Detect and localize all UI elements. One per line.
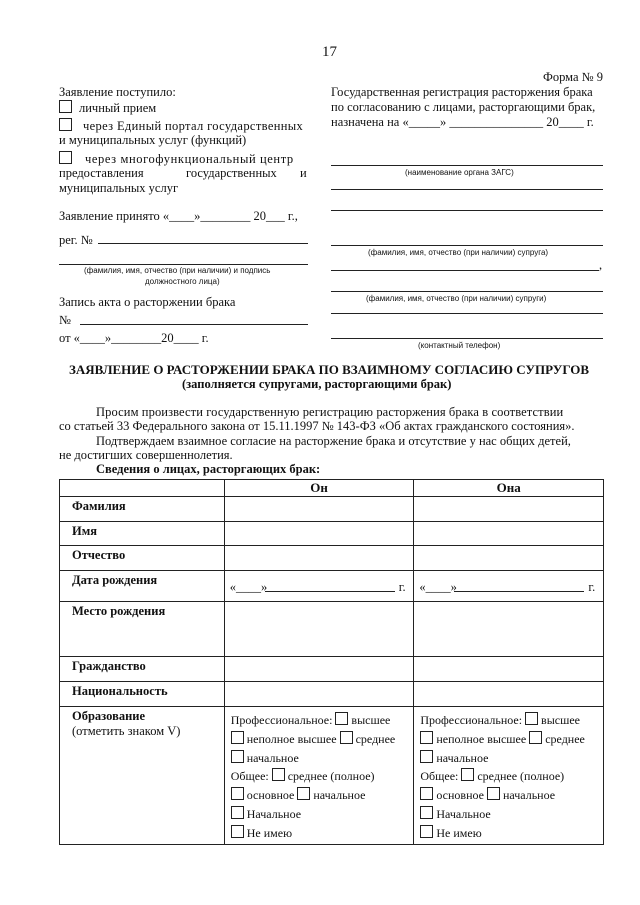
he-surname-cell[interactable] xyxy=(224,497,414,522)
act-record-label: Запись акта о расторжении брака xyxy=(59,295,236,309)
form-title: ЗАЯВЛЕНИЕ О РАСТОРЖЕНИИ БРАКА ПО ВЗАИМНОМУ СОГЛАСИЮ СУПРУГОВ xyxy=(69,362,590,377)
phone-field[interactable] xyxy=(331,338,603,339)
he-citizenship-cell[interactable] xyxy=(224,657,414,682)
zags-field[interactable] xyxy=(331,165,603,166)
option-mfc-line2a: предоставления xyxy=(59,166,144,180)
row-label-nationality: Национальность xyxy=(60,682,225,707)
row-label-birth-place: Место рождения xyxy=(60,602,225,657)
official-caption-2: должностного лица) xyxy=(145,277,220,286)
checkbox-secondary-full[interactable] xyxy=(461,768,474,781)
spouse1-field-1[interactable] xyxy=(331,210,603,211)
edu-primary-general: начальное xyxy=(502,788,556,803)
row-label-birth-date: Дата рождения xyxy=(60,571,225,602)
option-mfc[interactable] xyxy=(59,151,294,167)
edu-incomplete-higher: неполное высшее xyxy=(436,731,527,746)
para2-line1: Подтверждаем взаимное согласие на расторжение брака и отсутствие у нас общих детей, xyxy=(96,434,571,448)
edu-incomplete-higher: неполное высшее xyxy=(246,731,337,746)
edu-none: Не имею xyxy=(246,825,293,840)
edu-higher: высшее xyxy=(351,713,391,727)
date-open: «____» xyxy=(229,580,268,594)
edu-higher: высшее xyxy=(541,713,580,727)
reg-line-3: назначена на «_____» _______________ 20____ г. xyxy=(331,115,594,129)
date-month-field[interactable] xyxy=(265,591,395,592)
spouse2-field-2[interactable] xyxy=(331,313,603,314)
checkbox-higher[interactable] xyxy=(335,712,348,725)
he-patronymic-cell[interactable] xyxy=(224,546,414,571)
header-empty xyxy=(60,480,225,497)
table-row xyxy=(60,546,604,571)
she-education-cell xyxy=(414,707,604,845)
checkbox-incomplete-higher[interactable] xyxy=(231,731,244,744)
edu-primary: начальное xyxy=(436,750,489,765)
row-label-name: Имя xyxy=(60,522,225,546)
spouse1-caption: (фамилия, имя, отчество (при наличии) супруга) xyxy=(368,248,549,257)
option-personal-label: личный прием xyxy=(79,101,157,115)
checkbox-basic[interactable] xyxy=(231,787,244,800)
checkbox-primary-cap[interactable] xyxy=(420,806,433,819)
para1-line2: со статьей 33 Федерального закона от 15.11.1997 № 143-ФЗ «Об актах гражданского состояния». xyxy=(59,419,575,433)
option-mfc-line2c: и xyxy=(300,166,307,180)
checkbox-none[interactable] xyxy=(231,825,244,838)
spouse1-field-2[interactable] xyxy=(331,245,603,246)
checkbox-higher[interactable] xyxy=(525,712,538,725)
reg-line-2: по согласованию с лицами, расторгающими брак, xyxy=(331,100,596,114)
received-title: Заявление поступило: xyxy=(59,85,176,99)
she-name-cell[interactable] xyxy=(414,522,604,546)
para1-line1: Просим произвести государственную регистрацию расторжения брака в соответствии xyxy=(96,405,564,419)
spouse1-field-3[interactable] xyxy=(331,270,599,271)
he-nationality-cell[interactable] xyxy=(224,682,414,707)
she-citizenship-cell[interactable] xyxy=(414,657,604,682)
table-header-row xyxy=(60,480,604,497)
table-row xyxy=(60,707,604,845)
option-portal-line2: и муниципальных услуг (функций) xyxy=(59,133,247,147)
checkbox-primary[interactable] xyxy=(231,750,244,763)
checkbox-secondary-full[interactable] xyxy=(272,768,285,781)
para2-line2: не достигших совершеннолетия. xyxy=(59,448,233,462)
date-year-suffix: г. xyxy=(588,580,596,594)
checkbox-secondary[interactable] xyxy=(529,731,542,744)
checkbox[interactable] xyxy=(59,151,72,164)
row-label-citizenship: Гражданство xyxy=(60,657,225,682)
option-portal-label: через Единый портал государственных xyxy=(83,119,304,133)
act-no-label: № xyxy=(59,313,71,327)
checkbox[interactable] xyxy=(59,100,72,113)
edu-secondary-full: среднее (полное) xyxy=(477,769,565,784)
spouse2-field[interactable] xyxy=(331,291,603,292)
section-title: Сведения о лицах, расторгающих брак: xyxy=(96,462,321,476)
edu-basic: основное xyxy=(246,788,295,803)
reg-label: рег. № xyxy=(59,233,93,247)
table-row xyxy=(60,602,604,657)
option-mfc-line3: муниципальных услуг xyxy=(59,181,179,195)
checkbox-secondary[interactable] xyxy=(340,731,353,744)
checkbox-primary-general[interactable] xyxy=(297,787,310,800)
row-label-education xyxy=(60,707,225,845)
act-from-label: от «____»________20____ г. xyxy=(59,331,209,345)
edu-primary-cap: Начальное xyxy=(436,806,491,821)
persons-table xyxy=(59,479,604,845)
he-education-cell xyxy=(224,707,414,845)
he-birth-place-cell[interactable] xyxy=(224,602,414,657)
she-birth-date-cell[interactable] xyxy=(414,571,604,602)
edu-general: Общее: xyxy=(420,769,459,784)
option-mfc-line2b: государственных xyxy=(186,166,277,180)
date-open: «____» xyxy=(419,580,457,594)
table-row xyxy=(60,682,604,707)
edu-basic: основное xyxy=(436,788,484,803)
form-subtitle: (заполняется супругами, расторгающими брак) xyxy=(182,377,452,391)
edu-secondary: среднее xyxy=(355,731,396,746)
checkbox-basic[interactable] xyxy=(420,787,433,800)
edu-professional: Профессиональное: xyxy=(420,713,523,727)
she-nationality-cell[interactable] xyxy=(414,682,604,707)
zags-caption: (наименование органа ЗАГС) xyxy=(405,168,514,177)
she-patronymic-cell[interactable] xyxy=(414,546,604,571)
option-personal[interactable] xyxy=(59,100,156,116)
row-label-patronymic: Отчество xyxy=(60,546,225,571)
he-name-cell[interactable] xyxy=(224,522,414,546)
date-month-field[interactable] xyxy=(454,591,584,592)
edu-primary-cap: Начальное xyxy=(246,806,302,821)
reg-line-1: Государственная регистрация расторжения брака xyxy=(331,85,593,99)
she-surname-cell[interactable] xyxy=(414,497,604,522)
reg-field[interactable] xyxy=(98,243,308,244)
phone-caption: (контактный телефон) xyxy=(418,341,501,350)
education-hint: (отметить знаком V) xyxy=(72,724,181,738)
checkbox-incomplete-higher[interactable] xyxy=(420,731,433,744)
table-row xyxy=(60,571,604,602)
he-birth-date-cell[interactable] xyxy=(224,571,414,602)
header-she: Она xyxy=(414,480,604,497)
edu-secondary-full: среднее (полное) xyxy=(287,769,375,784)
official-caption-1: (фамилия, имя, отчество (при наличии) и подпись xyxy=(84,266,271,275)
comma: , xyxy=(599,258,603,272)
date-year-suffix: г. xyxy=(398,580,406,594)
checkbox-primary[interactable] xyxy=(420,750,433,763)
row-label-surname: Фамилия xyxy=(60,497,225,522)
zags-field-2[interactable] xyxy=(331,189,603,190)
edu-primary: начальное xyxy=(246,750,299,765)
table-row xyxy=(60,497,604,522)
official-field[interactable] xyxy=(59,264,308,265)
option-mfc-label: через многофункциональный центр xyxy=(85,152,294,166)
checkbox-primary-cap[interactable] xyxy=(231,806,244,819)
table-row xyxy=(60,522,604,546)
edu-secondary: среднее xyxy=(545,731,585,746)
edu-professional: Профессиональное: xyxy=(230,713,333,727)
page-number: 17 xyxy=(322,44,337,60)
accepted-label: Заявление принято «____»________ 20___ г., xyxy=(59,209,298,223)
she-birth-place-cell[interactable] xyxy=(414,602,604,657)
checkbox[interactable] xyxy=(59,118,72,131)
spouse2-caption: (фамилия, имя, отчество (при наличии) супруги) xyxy=(366,294,547,303)
table-row xyxy=(60,657,604,682)
checkbox-primary-general[interactable] xyxy=(487,787,500,800)
edu-general: Общее: xyxy=(230,769,269,784)
education-label: Образование xyxy=(72,709,146,723)
act-no-field[interactable] xyxy=(80,324,308,325)
form-number: Форма № 9 xyxy=(543,70,603,84)
edu-primary-general: начальное xyxy=(313,788,366,803)
checkbox-none[interactable] xyxy=(420,825,433,838)
option-portal[interactable] xyxy=(59,118,303,134)
edu-none: Не имею xyxy=(436,825,482,840)
header-he: Он xyxy=(224,480,414,497)
